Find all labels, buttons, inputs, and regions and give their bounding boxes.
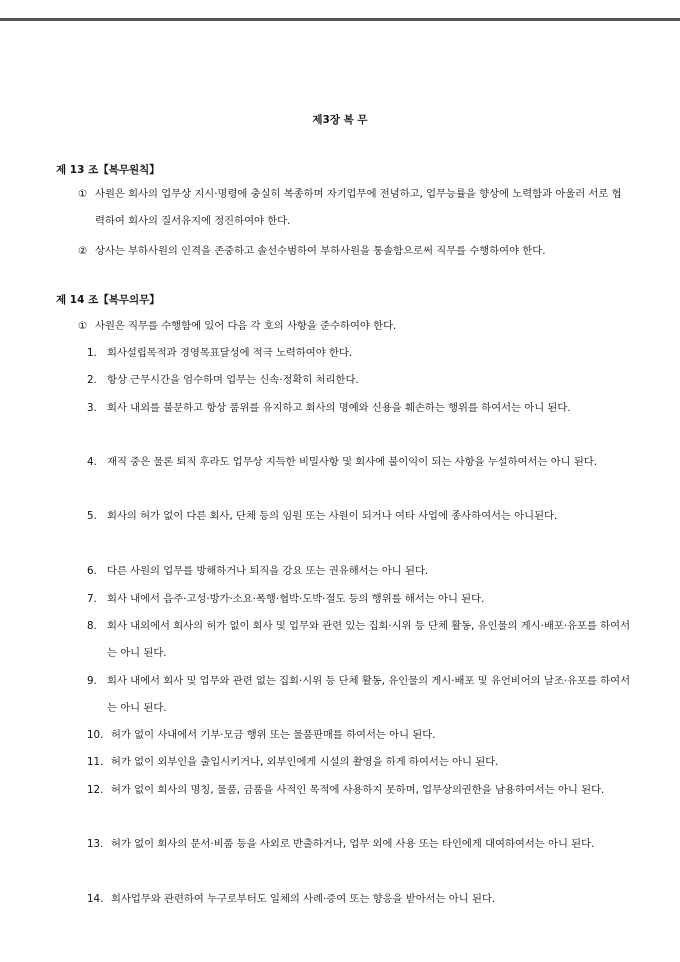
list-item xyxy=(87,668,630,722)
list-item xyxy=(87,340,630,367)
item-number: 2. xyxy=(87,374,97,386)
item-number: 7. xyxy=(87,593,97,605)
item-text: 다른 사원의 업무를 방해하거나 퇴직을 강요 또는 권유해서는 아니 된다. xyxy=(107,565,429,577)
list-item xyxy=(87,503,630,530)
item-number: 8. xyxy=(87,620,97,632)
list-item xyxy=(87,777,630,804)
article-13-paragraph-2 xyxy=(78,238,628,265)
paragraph-mark: ① xyxy=(78,188,88,200)
item-number: 9. xyxy=(87,675,97,687)
item-number: 6. xyxy=(87,565,97,577)
list-item xyxy=(87,886,630,913)
item-text: 회사 내에서 회사 및 업무와 관련 없는 집회·시위 등 단체 활동, 유인물의 게시·배포 및 유언비어의 날조·유포를 하여서는 아니 된다. xyxy=(107,675,631,714)
item-text: 회사 내외에서 회사의 허가 없이 회사 및 업무와 관련 있는 집회·시위 등 단체 활동, 유인물의 게시·배포·유포를 하여서는 아니 된다. xyxy=(107,620,631,659)
item-text: 회사업무와 관련하여 누구로부터도 일체의 사례·증여 또는 향응을 받아서는 아니 된다. xyxy=(111,893,496,905)
item-text: 허가 없이 회사의 문서·비품 등을 사외로 반출하거나, 업무 외에 사용 또는 타인에게 대여하여서는 아니 된다. xyxy=(111,838,595,850)
item-number: 13. xyxy=(87,838,104,850)
item-number: 11. xyxy=(87,756,104,768)
item-number: 1. xyxy=(87,347,97,359)
item-text: 허가 없이 회사의 명칭, 물품, 금품을 사적인 목적에 사용하지 못하며, 업무상의권한을 남용하여서는 아니 된다. xyxy=(111,784,605,796)
item-text: 회사 내에서 음주·고성·방가·소요·폭행·협박·도박·절도 등의 행위를 해서는 아니 된다. xyxy=(107,593,485,605)
list-item xyxy=(87,586,630,613)
item-number: 5. xyxy=(87,510,97,522)
list-item xyxy=(87,449,630,476)
item-number: 12. xyxy=(87,784,104,796)
item-number: 3. xyxy=(87,402,97,414)
item-text: 회사의 허가 없이 다른 회사, 단체 등의 임원 또는 사원이 되거나 여타 사업에 종사하여서는 아니된다. xyxy=(107,510,558,522)
article-13-paragraph-1 xyxy=(78,181,628,235)
list-item xyxy=(87,367,630,394)
list-item xyxy=(87,749,630,776)
item-number: 4. xyxy=(87,456,97,468)
list-item xyxy=(87,831,630,858)
article-14-paragraph-1 xyxy=(78,313,628,340)
list-item xyxy=(87,613,630,667)
article-14-heading: 제 14 조【복무의무】 xyxy=(56,294,160,306)
chapter-title: 제3장 복 무 xyxy=(312,114,368,126)
item-text: 허가 없이 외부인을 출입시키거나, 외부인에게 시설의 촬영을 하게 하여서는 아니 된다. xyxy=(111,756,499,768)
item-number: 10. xyxy=(87,729,104,741)
article-13-heading: 제 13 조【복무원칙】 xyxy=(56,164,160,176)
item-text: 회사설립목적과 경영목표달성에 적극 노력하여야 한다. xyxy=(107,347,353,359)
paragraph-text: 상사는 부하사원의 인격을 존중하고 솔선수범하여 부하사원을 통솔함으로써 직무를 수행하여야 한다. xyxy=(95,245,546,257)
list-item xyxy=(87,395,630,422)
item-number: 14. xyxy=(87,893,104,905)
item-text: 허가 없이 사내에서 기부·모금 행위 또는 물품판매를 하여서는 아니 된다. xyxy=(111,729,436,741)
paragraph-mark: ② xyxy=(78,245,88,257)
item-text: 항상 근무시간을 엄수하며 업무는 신속·정확히 처리한다. xyxy=(107,374,359,386)
paragraph-mark: ① xyxy=(78,320,88,332)
paragraph-text: 사원은 직무를 수행함에 있어 다음 각 호의 사항을 준수하여야 한다. xyxy=(95,320,397,332)
item-text: 회사 내외를 불문하고 항상 품위를 유지하고 회사의 명예와 신용을 훼손하는 행위를 하여서는 아니 된다. xyxy=(107,402,571,414)
paragraph-text: 사원은 회사의 업무상 지시·명령에 충실히 복종하며 자기업무에 전념하고, 업무능률을 향상에 노력함과 아울러 서로 협력하여 회사의 질서유지에 정진하여야 한다. xyxy=(95,188,622,227)
list-item xyxy=(87,558,630,585)
list-item xyxy=(87,722,630,749)
item-text: 재직 중은 물론 퇴직 후라도 업무상 지득한 비밀사항 및 회사에 불이익이 되는 사항을 누설하여서는 아니 된다. xyxy=(107,456,598,468)
